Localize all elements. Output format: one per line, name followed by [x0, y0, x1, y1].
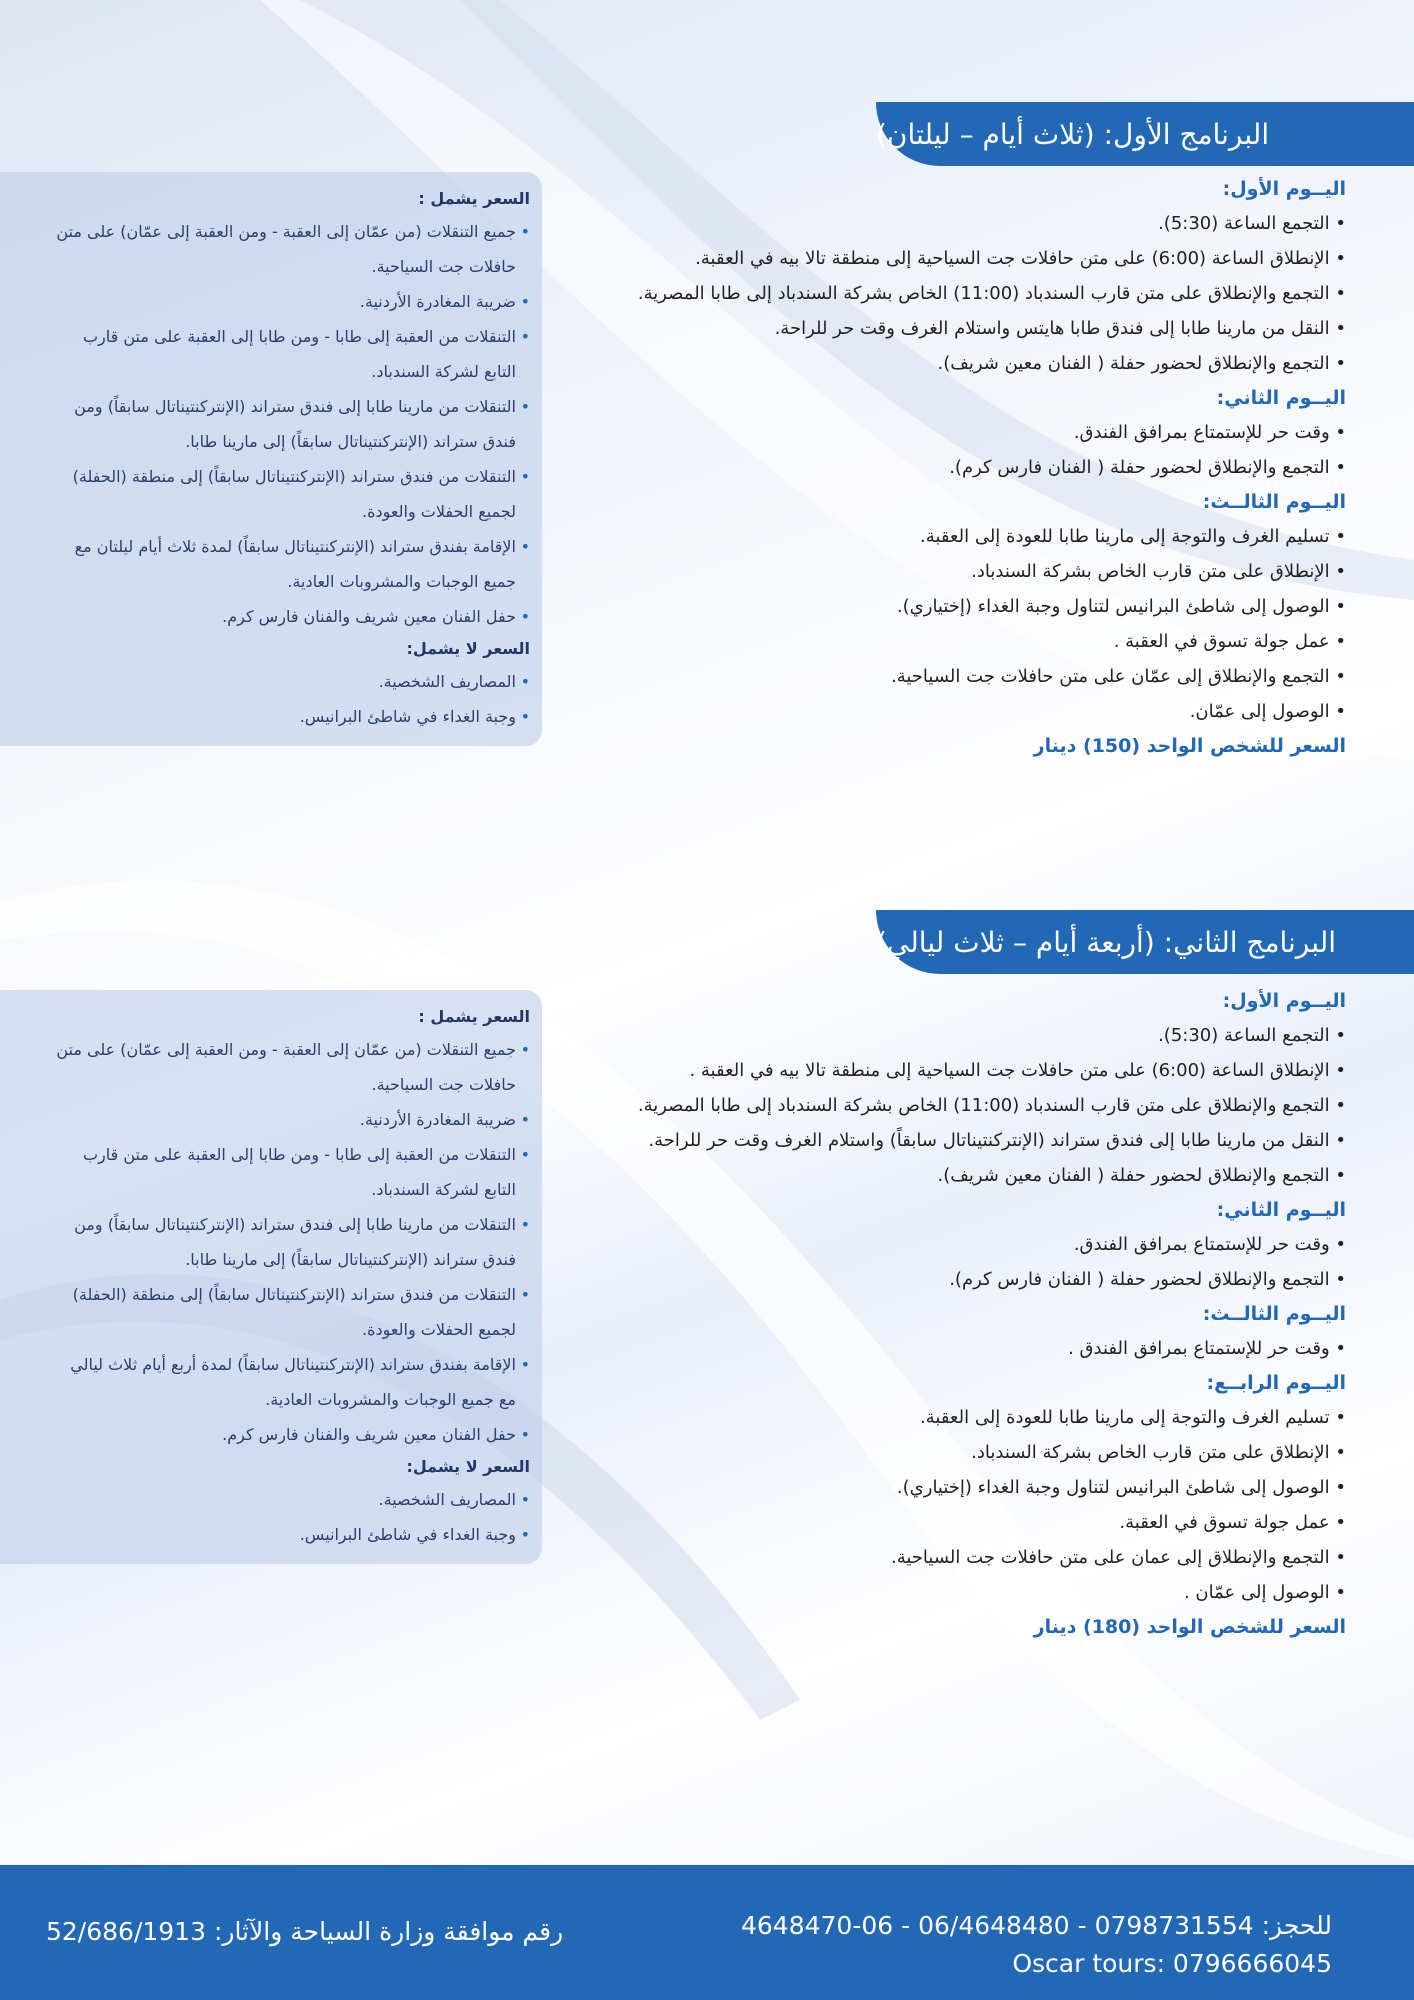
- program2-day4-list: [638, 1400, 1346, 1610]
- program2-day1-title: اليــوم الأول:: [1222, 990, 1346, 1012]
- program2-excludes-list: [56, 1482, 530, 1552]
- program1-includes-panel: [0, 172, 542, 746]
- list-item: • النقل من مارينا طابا إلى فندق طابا هايتس واستلام الغرف وقت حر للراحة.: [638, 311, 1346, 346]
- list-item: • النقل من مارينا طابا إلى فندق ستراند (الإنتركنتيناتال سابقاً) واستلام الغرف وقت حر للراحة.: [638, 1123, 1346, 1158]
- list-item: • الوصول إلى عمّان.: [638, 694, 1346, 729]
- list-item: • الإنطلاق على متن قارب الخاص بشركة السندباد.: [638, 1435, 1346, 1470]
- program1-itinerary: [638, 172, 1346, 763]
- program2-excludes-title: السعر لا يشمل:: [406, 1457, 530, 1476]
- program1-price: السعر للشخص الواحد (150) دينار: [1033, 735, 1346, 757]
- list-item: • تسليم الغرف والتوجة إلى مارينا طابا للعودة إلى العقبة.: [638, 519, 1346, 554]
- list-item: • الإنطلاق على متن قارب الخاص بشركة السندباد.: [638, 554, 1346, 589]
- program1-day1-list: [638, 206, 1346, 381]
- list-item: • المصاريف الشخصية.: [56, 664, 530, 699]
- list-item: • حفل الفنان معين شريف والفنان فارس كرم.: [56, 1417, 530, 1452]
- list-item: • الإقامة بفندق ستراند (الإنتركنتيناتال سابقاً) لمدة ثلاث أيام ليلتان مع جميع الوجبات والمشروبات العادية.: [56, 529, 530, 599]
- program2-day3-title: اليــوم الثالــث:: [1202, 1303, 1346, 1325]
- list-item: • التجمع الساعة (5:30).: [638, 1018, 1346, 1053]
- list-item: • وقت حر للإستمتاع بمرافق الفندق.: [638, 1227, 1346, 1262]
- list-item: • التجمع الساعة (5:30).: [638, 206, 1346, 241]
- list-item: • عمل جولة تسوق في العقبة.: [638, 1505, 1346, 1540]
- program2-header: [876, 910, 1414, 974]
- list-item: • التجمع والإنطلاق على متن قارب السندباد (11:00) الخاص بشركة السندباد إلى طابا المصرية.: [638, 1088, 1346, 1123]
- program1-excludes-title: السعر لا يشمل:: [406, 639, 530, 658]
- list-item: • ضريبة المغادرة الأردنية.: [56, 1102, 530, 1137]
- program1-day3-title: اليــوم الثالــث:: [1202, 491, 1346, 513]
- program2-day1-list: [638, 1018, 1346, 1193]
- contact-block: [741, 1907, 1332, 1983]
- program1-day1-title: اليــوم الأول:: [1222, 178, 1346, 200]
- program1-excludes-list: [56, 664, 530, 734]
- list-item: • جميع التنقلات (من عمّان إلى العقبة - ومن العقبة إلى عمّان) على متن حافلات جت السياحية.: [56, 214, 530, 284]
- list-item: • التجمع والإنطلاق لحضور حفلة ( الفنان معين شريف).: [638, 346, 1346, 381]
- list-item: • التجمع والإنطلاق لحضور حفلة ( الفنان فارس كرم).: [638, 450, 1346, 485]
- list-item: • عمل جولة تسوق في العقبة .: [638, 624, 1346, 659]
- list-item: • وجبة الغداء في شاطئ البرانيس.: [56, 1517, 530, 1552]
- program2-itinerary: [638, 984, 1346, 1644]
- oscar-tours-phone: Oscar tours: 0796666045: [1012, 1949, 1332, 1978]
- program2-includes-list: [56, 1032, 530, 1452]
- list-item: • التجمع والإنطلاق لحضور حفلة ( الفنان معين شريف).: [638, 1158, 1346, 1193]
- list-item: • الإنطلاق الساعة (6:00) على متن حافلات جت السياحية إلى منطقة تالا بيه في العقبة .: [638, 1053, 1346, 1088]
- program2-title: البرنامج الثاني: (أربعة أيام – ثلاث ليالي): [876, 925, 1337, 959]
- program1-includes-title: السعر يشمل :: [418, 189, 530, 208]
- booking-phones: للحجز: 0798731554 - 06/4648480 - 06-4648470: [740, 1911, 1332, 1940]
- list-item: • التجمع والإنطلاق إلى عمان على متن حافلات جت السياحية.: [638, 1540, 1346, 1575]
- list-item: • التنقلات من فندق ستراند (الإنتركنتيناتال سابقاً) إلى منطقة (الحفلة) لجميع الحفلات والعودة.: [56, 459, 530, 529]
- program2-day2-title: اليــوم الثاني:: [1216, 1199, 1346, 1221]
- list-item: • تسليم الغرف والتوجة إلى مارينا طابا للعودة إلى العقبة.: [638, 1400, 1346, 1435]
- program2-includes-title: السعر يشمل :: [418, 1007, 530, 1026]
- list-item: • ضريبة المغادرة الأردنية.: [56, 284, 530, 319]
- list-item: • التنقلات من مارينا طابا إلى فندق ستراند (الإنتركنتيناتال سابقاً) ومن فندق ستراند (الإنتركنتيناتال سابقاً) إلى مارينا طابا.: [56, 1207, 530, 1277]
- list-item: • التنقلات من العقبة إلى طابا - ومن طابا إلى العقبة على متن قارب التابع لشركة السندباد.: [56, 319, 530, 389]
- program1-title: البرنامج الأول: (ثلاث أيام – ليلتان): [876, 117, 1270, 151]
- program1-day2-list: [638, 415, 1346, 485]
- list-item: • الوصول إلى شاطئ البرانيس لتناول وجبة الغداء (إختياري).: [638, 1470, 1346, 1505]
- list-item: • جميع التنقلات (من عمّان إلى العقبة - ومن العقبة إلى عمّان) على متن حافلات جت السياحية.: [56, 1032, 530, 1102]
- list-item: • وقت حر للإستمتاع بمرافق الفندق.: [638, 415, 1346, 450]
- list-item: • الوصول إلى شاطئ البرانيس لتناول وجبة الغداء (إختياري).: [638, 589, 1346, 624]
- list-item: • الإقامة بفندق ستراند (الإنتركنتيناتال سابقاً) لمدة أربع أيام ثلاث ليالي مع جميع الوجبات والمشروبات العادية.: [56, 1347, 530, 1417]
- list-item: • التنقلات من مارينا طابا إلى فندق ستراند (الإنتركنتيناتال سابقاً) ومن فندق ستراند (الإنتركنتيناتال سابقاً) إلى مارينا طابا.: [56, 389, 530, 459]
- list-item: • التجمع والإنطلاق على متن قارب السندباد (11:00) الخاص بشركة السندباد إلى طابا المصرية.: [638, 276, 1346, 311]
- program1-includes-list: [56, 214, 530, 634]
- list-item: • التجمع والإنطلاق لحضور حفلة ( الفنان فارس كرم).: [638, 1262, 1346, 1297]
- ministry-approval: رقم موافقة وزارة السياحة والآثار: 52/686/1913: [46, 1917, 564, 1946]
- list-item: • التنقلات من فندق ستراند (الإنتركنتيناتال سابقاً) إلى منطقة (الحفلة) لجميع الحفلات والعودة.: [56, 1277, 530, 1347]
- program2-day3-list: [638, 1331, 1346, 1366]
- program1-day3-list: [638, 519, 1346, 729]
- list-item: • وجبة الغداء في شاطئ البرانيس.: [56, 699, 530, 734]
- program2-includes-panel: [0, 990, 542, 1564]
- list-item: • حفل الفنان معين شريف والفنان فارس كرم.: [56, 599, 530, 634]
- program1-header: [876, 102, 1414, 166]
- program2-day4-title: اليــوم الرابــع:: [1206, 1372, 1346, 1394]
- list-item: • وقت حر للإستمتاع بمرافق الفندق .: [638, 1331, 1346, 1366]
- program2-price: السعر للشخص الواحد (180) دينار: [1033, 1616, 1346, 1638]
- list-item: • التنقلات من العقبة إلى طابا - ومن طابا إلى العقبة على متن قارب التابع لشركة السندباد.: [56, 1137, 530, 1207]
- program2-day2-list: [638, 1227, 1346, 1297]
- list-item: • الإنطلاق الساعة (6:00) على متن حافلات جت السياحية إلى منطقة تالا بيه في العقبة.: [638, 241, 1346, 276]
- program1-day2-title: اليــوم الثاني:: [1216, 387, 1346, 409]
- list-item: • التجمع والإنطلاق إلى عمّان على متن حافلات جت السياحية.: [638, 659, 1346, 694]
- list-item: • المصاريف الشخصية.: [56, 1482, 530, 1517]
- list-item: • الوصول إلى عمّان .: [638, 1575, 1346, 1610]
- footer-bar: [0, 1865, 1414, 2000]
